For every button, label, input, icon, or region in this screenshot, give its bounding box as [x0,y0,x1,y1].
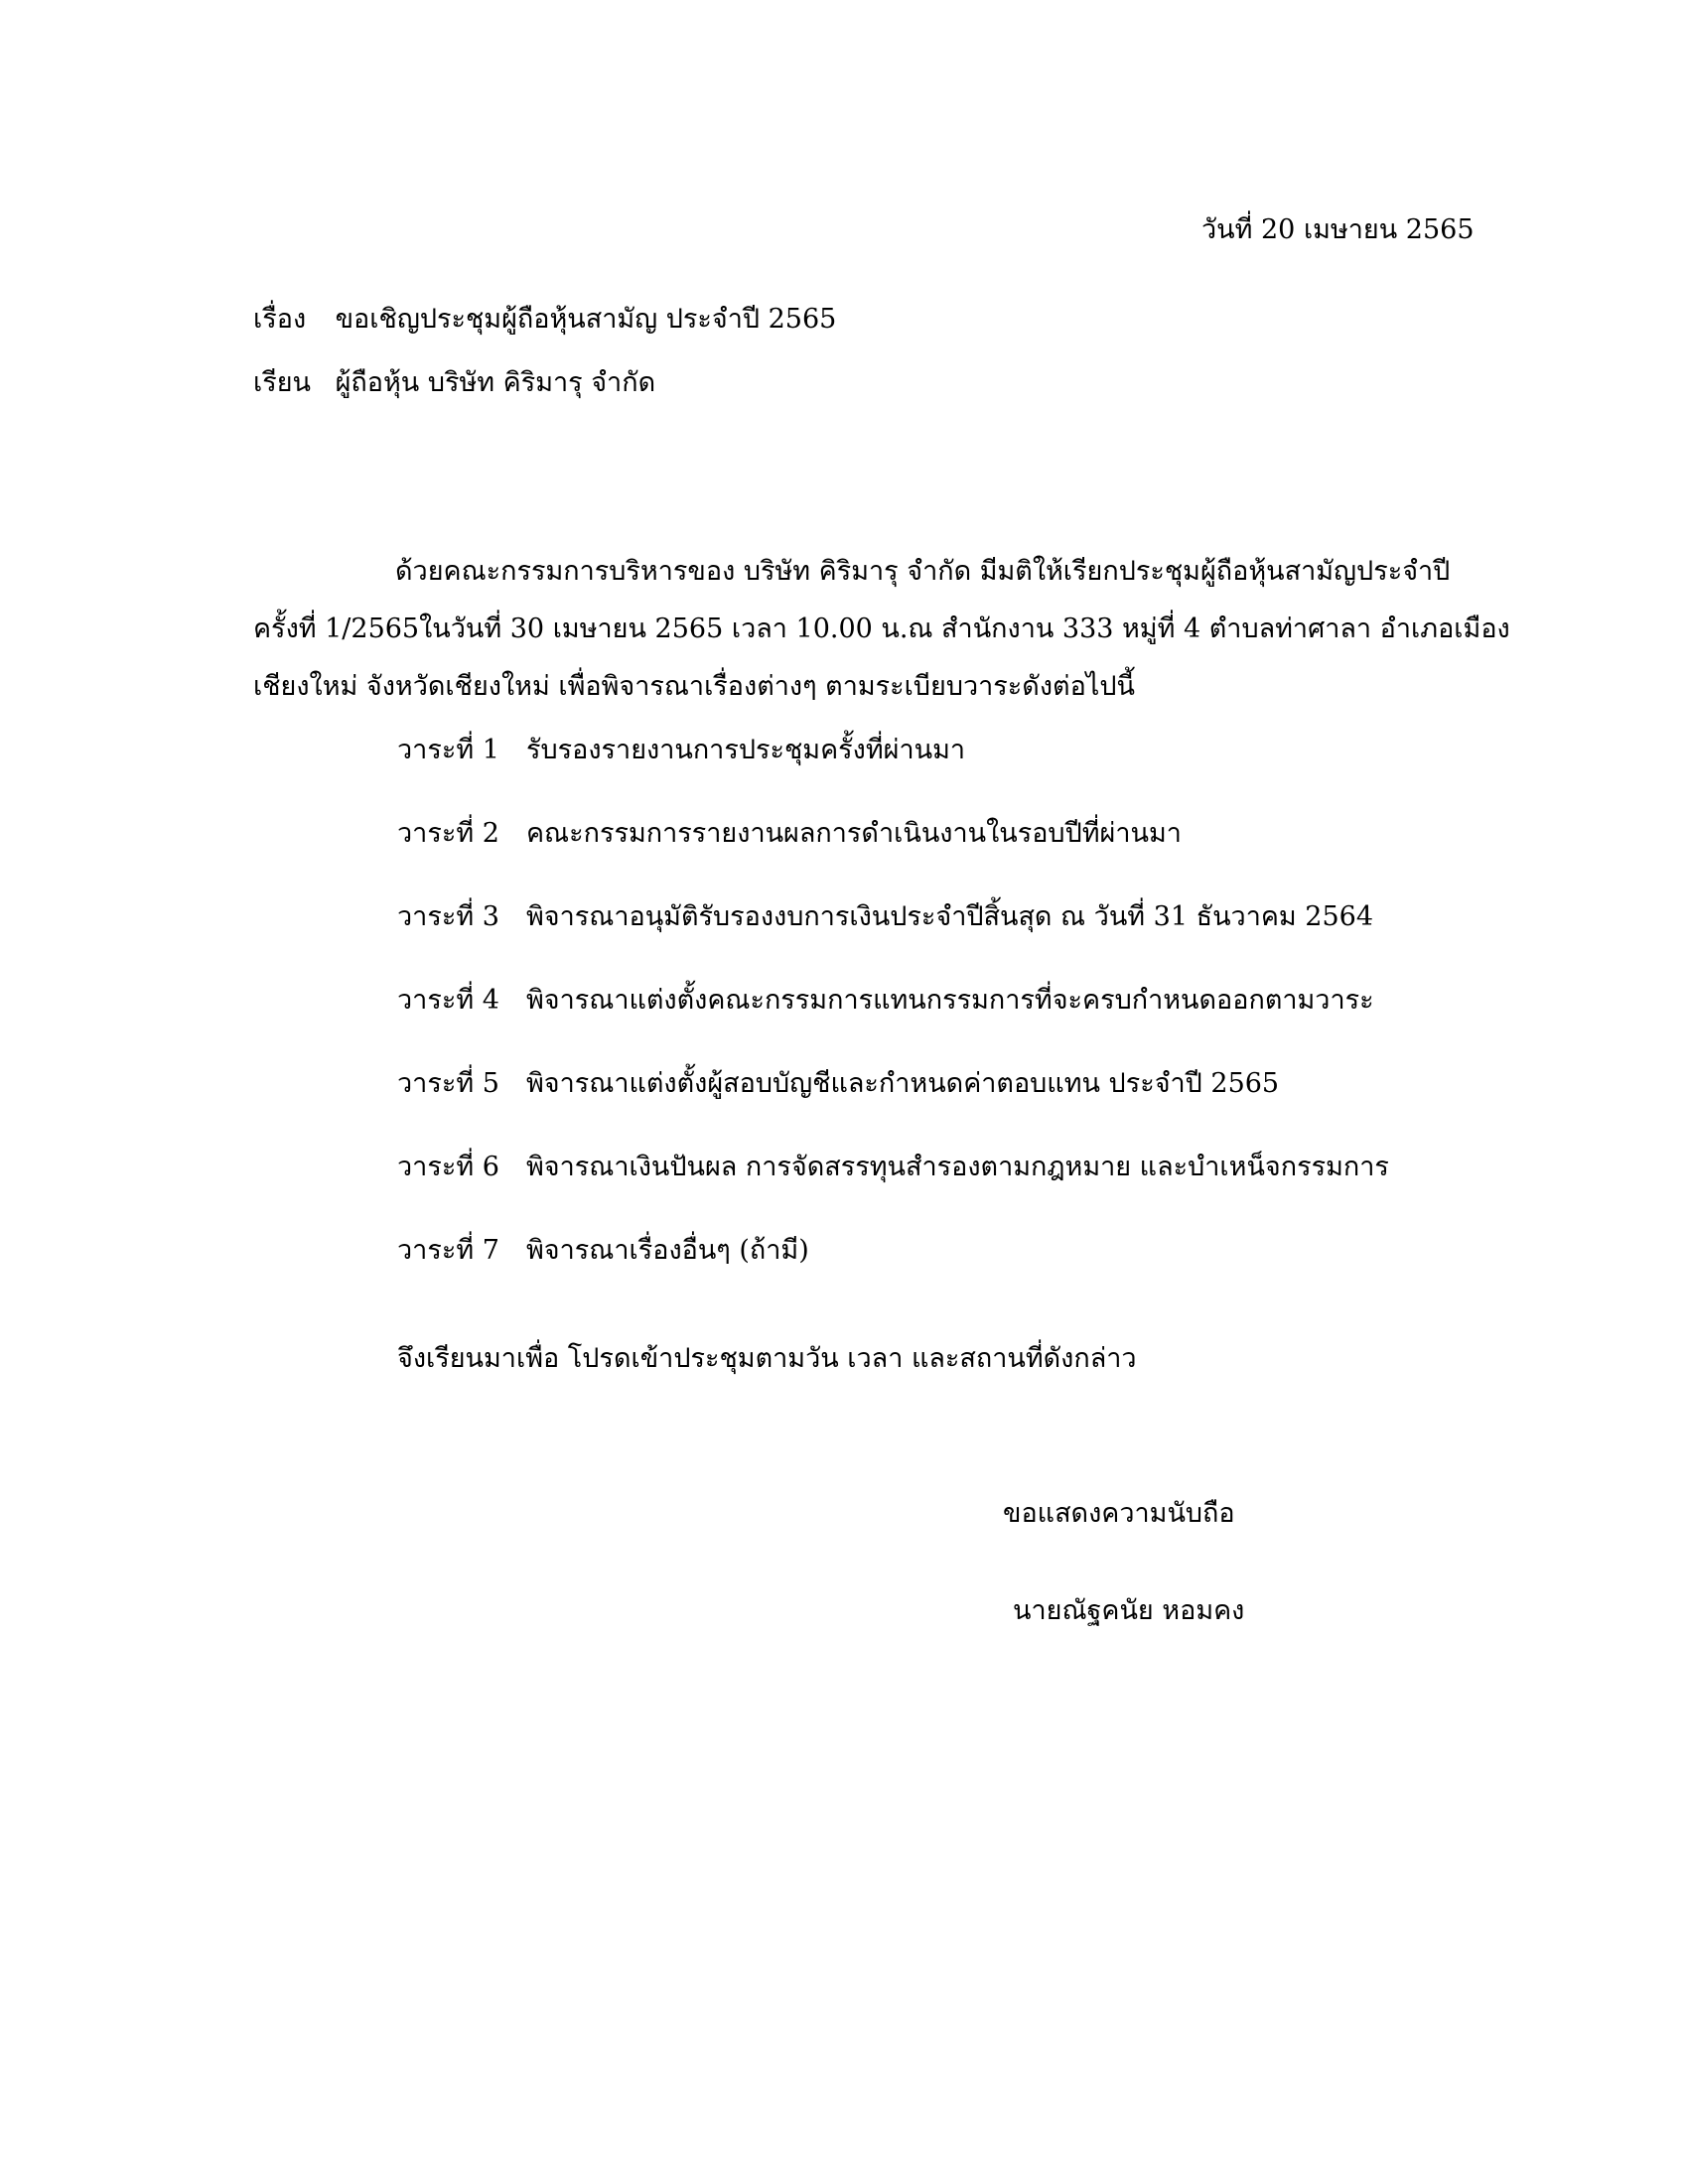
agenda-number: วาระที่ 3 [397,901,499,932]
subject-line [253,300,836,340]
recipient-label: เรียน [253,367,312,398]
agenda-number: วาระที่ 4 [397,985,499,1016]
agenda-text: พิจารณาอนุมัติรับรองงบการเงินประจำปีสิ้นสุด ณ วันที่ 31 ธันวาคม 2564 [526,901,1374,932]
agenda-text: พิจารณาเรื่องอื่นๆ (ถ้ามี) [526,1235,809,1266]
agenda-item-7 [397,1231,1440,1314]
agenda-number: วาระที่ 5 [397,1068,499,1099]
recipient-text: ผู้ถือหุ้น บริษัท คิริมารุ จำกัด [335,367,656,398]
agenda-item-4 [397,981,1440,1064]
agenda-number: วาระที่ 2 [397,818,499,849]
intro-line-1: ด้วยคณะกรรมการบริหารของ บริษัท คิริมารุ จำกัด มีมติให้เรียกประชุมผู้ถือหุ้นสามัญประจำปี [395,556,1451,587]
agenda-item-5 [397,1064,1440,1148]
agenda-text: พิจารณาแต่งตั้งคณะกรรมการแทนกรรมการที่จะครบกำหนดออกตามวาระ [526,985,1374,1016]
signatory-name: นายณัฐคนัย หอมคง [1013,1595,1245,1626]
agenda-text: พิจารณาเงินปันผล การจัดสรรทุนสำรองตามกฎหมาย และบำเหน็จกรรมการ [526,1152,1389,1182]
letter-date: วันที่ 20 เมษายน 2565 [1201,214,1475,245]
closing-sentence: จึงเรียนมาเพื่อ โปรดเข้าประชุมตามวัน เวลา และสถานที่ดังกล่าว [397,1343,1137,1374]
agenda-list [397,731,1440,1314]
agenda-text: พิจารณาแต่งตั้งผู้สอบบัญชีและกำหนดค่าตอบแทน ประจำปี 2565 [526,1068,1280,1099]
subject-text: ขอเชิญประชุมผู้ถือหุ้นสามัญ ประจำปี 2565 [335,304,837,335]
subject-label: เรื่อง [253,304,307,335]
intro-line-2: ครั้งที่ 1/2565ในวันที่ 30 เมษายน 2565 เวลา 10.00 น.ณ สำนักงาน 333 หมู่ที่ 4 ตำบลท่าศาลา อำเภอเมือง [253,614,1510,644]
agenda-item-6 [397,1148,1440,1231]
agenda-number: วาระที่ 7 [397,1235,499,1266]
agenda-item-3 [397,897,1440,981]
agenda-item-1 [397,731,1440,814]
agenda-number: วาระที่ 1 [397,735,499,765]
agenda-item-2 [397,814,1440,897]
recipient-line [253,363,655,403]
agenda-text: คณะกรรมการรายงานผลการดำเนินงานในรอบปีที่ผ่านมา [526,818,1182,849]
agenda-number: วาระที่ 6 [397,1152,499,1182]
intro-line-3: เชียงใหม่ จังหวัดเชียงใหม่ เพื่อพิจารณาเรื่องต่างๆ ตามระเบียบวาระดังต่อไปนี้ [253,671,1135,702]
agenda-text: รับรองรายงานการประชุมครั้งที่ผ่านมา [526,735,966,765]
regards-line: ขอแสดงความนับถือ [1003,1498,1235,1529]
intro-paragraph [253,543,1510,716]
